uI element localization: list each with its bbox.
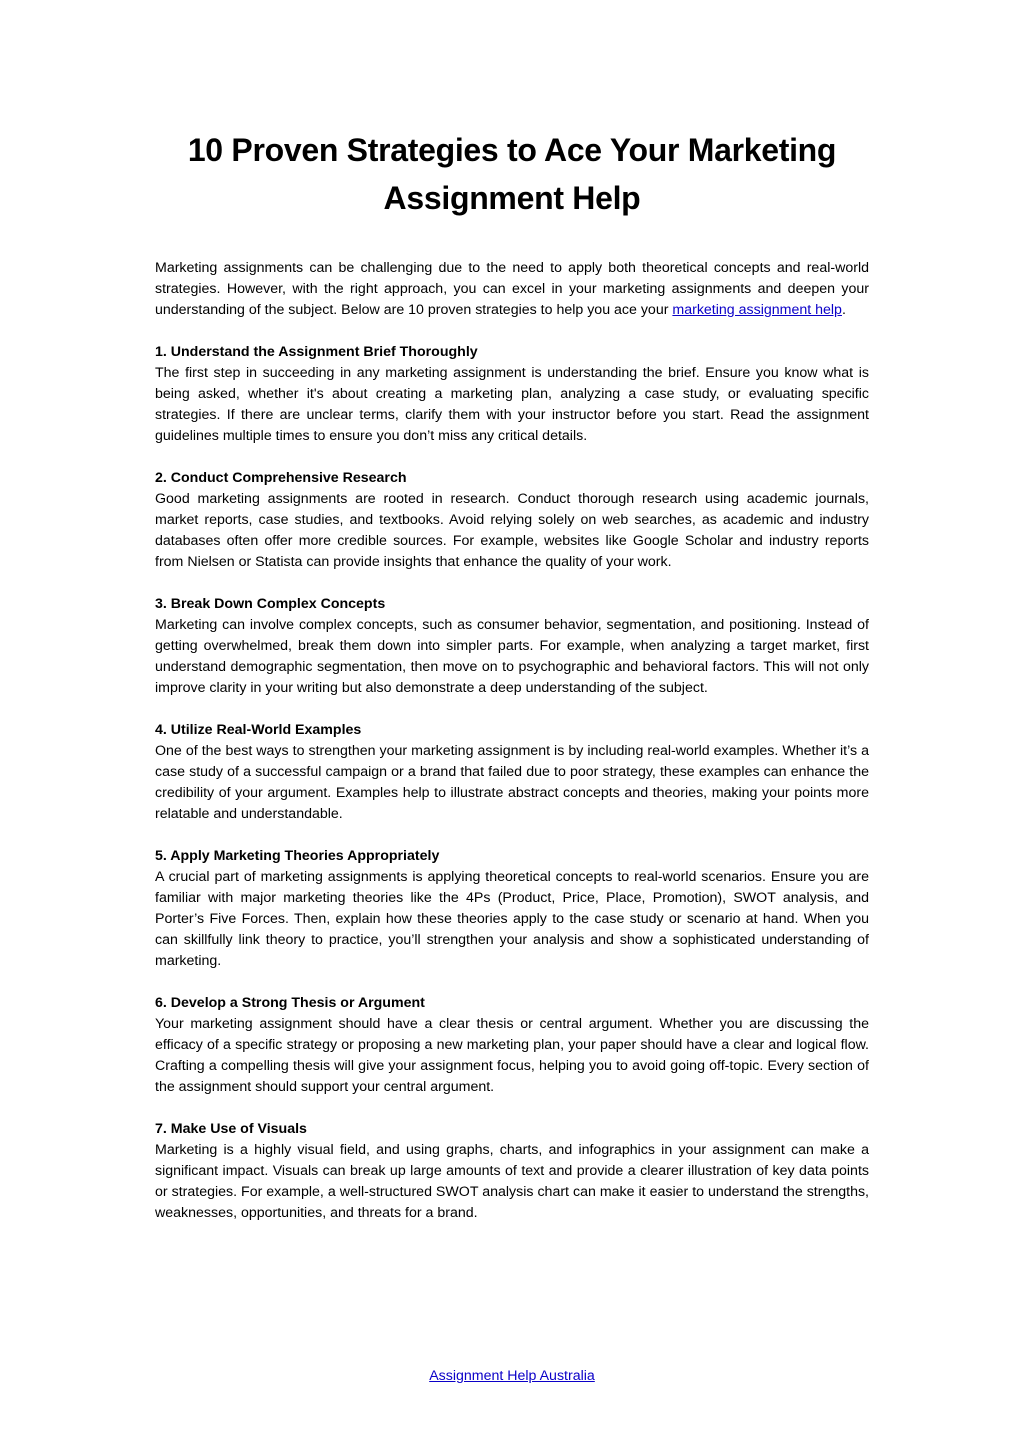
section-body: Marketing is a highly visual field, and using graphs, charts, and infographics in your assignment can make a significant impact. Visuals can break up large amounts of text and provide a clearer illustration of key data points or strategies. For example, a well-structured SWOT analysis chart can make it easier to understand the strengths, weaknesses, opportunities, and threats for a brand. bbox=[155, 1142, 869, 1221]
section-body: A crucial part of marketing assignments is applying theoretical concepts to real-world scenarios. Ensure you are familiar with major marketing theories like the 4Ps (Product, Price, Place, Promotion), SWOT analysis, and Porter’s Five Forces. Then, explain how these theories apply to the case study or scenario at hand. When you can skillfully link theory to practice, you’ll strengthen your analysis and show a sophisticated understanding of marketing. bbox=[155, 869, 869, 969]
section-body: Good marketing assignments are rooted in research. Conduct thorough research using academic journals, market reports, case studies, and textbooks. Avoid relying solely on web searches, as academic and industry databases often offer more credible sources. For example, websites like Google Scholar and industry reports from Nielsen or Statista can provide insights that enhance the quality of your work. bbox=[155, 491, 869, 570]
assignment-help-australia-link[interactable]: Assignment Help Australia bbox=[429, 1368, 595, 1384]
intro-suffix: . bbox=[841, 302, 846, 318]
document-body bbox=[155, 258, 869, 1245]
section-body: The first step in succeeding in any marketing assignment is understanding the brief. Ensure you know what is being asked, whether it's about creating a marketing plan, analyzing a case study, or evaluating specific strategies. If there are unclear terms, clarify them with your instructor before you start. Read the assignment guidelines multiple times to ensure you don’t miss any critical details. bbox=[155, 365, 869, 444]
section-heading: 7. Make Use of Visuals bbox=[155, 1121, 307, 1137]
section-heading: 4. Utilize Real-World Examples bbox=[155, 722, 362, 738]
section-5 bbox=[155, 846, 869, 972]
section-heading: 1. Understand the Assignment Brief Thoroughly bbox=[155, 344, 478, 360]
section-body: Your marketing assignment should have a clear thesis or central argument. Whether you are discussing the efficacy of a specific strategy or proposing a new marketing plan, your paper should have a clear and logical flow. Crafting a compelling thesis will give your assignment focus, helping you to avoid going off-topic. Every section of the assignment should support your central argument. bbox=[155, 1016, 869, 1095]
section-heading: 3. Break Down Complex Concepts bbox=[155, 596, 386, 612]
section-3 bbox=[155, 594, 869, 699]
section-7 bbox=[155, 1119, 869, 1224]
intro-paragraph bbox=[155, 258, 869, 321]
section-1 bbox=[155, 342, 869, 447]
intro-text: Marketing assignments can be challenging due to the need to apply both theoretical concepts and real-world strategies. However, with the right approach, you can excel in your marketing assignments and deepen your understanding of the subject. Below are 10 proven strategies to help you ace your bbox=[155, 260, 869, 318]
section-body: One of the best ways to strengthen your marketing assignment is by including real-world examples. Whether it’s a case study of a successful campaign or a brand that failed due to poor strategy, these examples can enhance the credibility of your argument. Examples help to illustrate abstract concepts and theories, making your points more relatable and understandable. bbox=[155, 743, 869, 822]
section-4 bbox=[155, 720, 869, 825]
section-2 bbox=[155, 468, 869, 573]
section-body: Marketing can involve complex concepts, such as consumer behavior, segmentation, and positioning. Instead of getting overwhelmed, break them down into simpler parts. For example, when analyzing a target market, first understand demographic segmentation, then move on to psychographic and behavioral factors. This will not only improve clarity in your writing but also demonstrate a deep understanding of the subject. bbox=[155, 617, 869, 696]
section-heading: 5. Apply Marketing Theories Appropriately bbox=[155, 848, 440, 864]
document-title: 10 Proven Strategies to Ace Your Marketing Assignment Help bbox=[187, 132, 837, 216]
marketing-assignment-help-link[interactable]: marketing assignment help bbox=[672, 302, 842, 318]
section-heading: 6. Develop a Strong Thesis or Argument bbox=[155, 995, 425, 1011]
section-6 bbox=[155, 993, 869, 1098]
page-footer bbox=[0, 1366, 1024, 1387]
section-heading: 2. Conduct Comprehensive Research bbox=[155, 470, 407, 486]
